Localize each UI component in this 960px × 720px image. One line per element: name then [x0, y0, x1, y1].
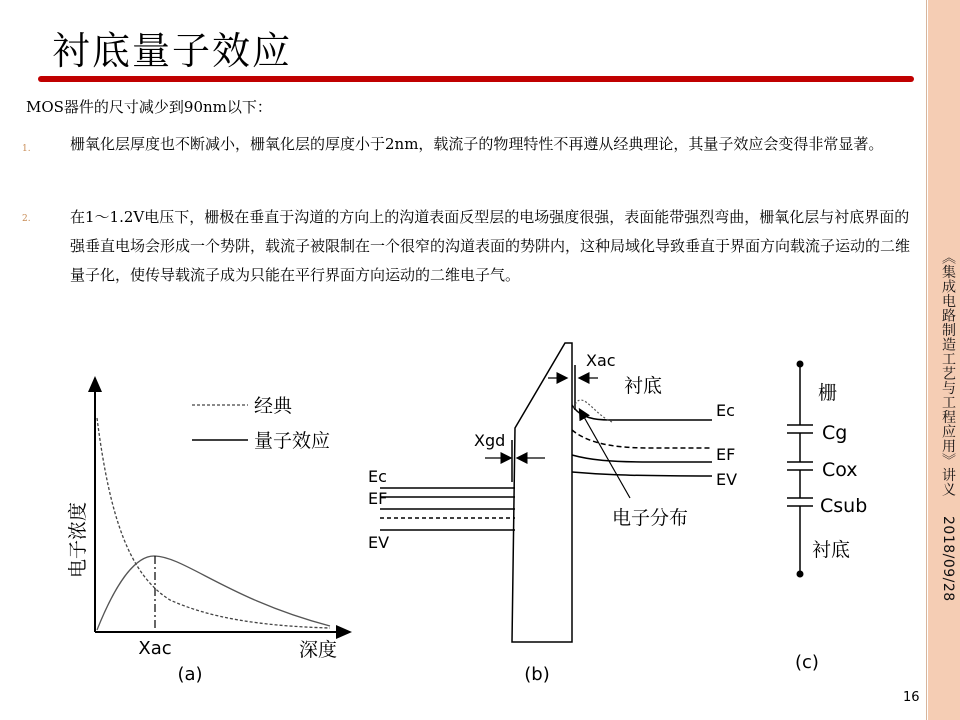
- cg-label: Cg: [822, 422, 848, 444]
- page-number: 16: [903, 690, 920, 705]
- c-caption: (c): [795, 652, 819, 673]
- a-xlabel: 深度: [298, 639, 338, 661]
- panel-b: [368, 343, 737, 685]
- b-substrate-label: 衬底: [624, 375, 663, 397]
- a-tick-xac: Xac: [138, 638, 172, 659]
- b-caption: (b): [524, 664, 550, 685]
- panel-a: [67, 376, 352, 685]
- a-ylabel: 电子浓度: [67, 501, 89, 579]
- right-ev-label: EV: [716, 470, 738, 489]
- left-ev-label: EV: [368, 533, 390, 552]
- csub-label: Csub: [820, 495, 868, 517]
- y-axis-arrow: [88, 376, 102, 392]
- distribution-arrow: [580, 410, 630, 498]
- right-ec-label: Ec: [716, 401, 735, 420]
- left-ec-label: Ec: [368, 467, 387, 486]
- right-ev-line: [572, 472, 712, 476]
- page-title: 衬底量子效应: [52, 29, 293, 73]
- distribution-label: 电子分布: [612, 507, 689, 529]
- left-ef-label: EF: [368, 489, 388, 508]
- course-name: 《集成电路制造工艺与工程应用》讲义: [940, 250, 956, 497]
- list-item-1: 栅氧化层厚度也不断减小，栅氧化层的厚度小于2nm，载流子的物理特性不再遵从经典理论，其量子效应会变得非常显著。: [70, 135, 884, 153]
- c-substrate-label: 衬底: [812, 539, 851, 561]
- legend-classic: 经典: [254, 395, 293, 417]
- x-axis-arrow: [336, 625, 352, 639]
- right-ef-line-2: [572, 455, 712, 462]
- list-item-2: 在1～1.2V电压下，栅极在垂直于沟道的方向上的沟道表面反型层的电场强度很强，表面能带强烈弯曲，栅氧化层与衬底界面的强垂直电场会形成一个势阱，载流子被限制在一个很窄的沟道表面的势阱内，这种局域化导致垂直于界面方向载流子运动的二维量子化，使传导载流子成为只能在平行界面方向运动的二维电子气。: [70, 208, 911, 284]
- panel-c: [787, 361, 867, 674]
- cox-label: Cox: [822, 459, 858, 481]
- xgd-label: Xgd: [474, 431, 506, 450]
- legend-quantum: 量子效应: [254, 430, 331, 452]
- gate-label: 栅: [818, 382, 838, 404]
- quantum-curve: [97, 556, 330, 630]
- intro-text: MOS器件的尺寸减少到90nm以下：: [26, 98, 272, 116]
- xac-label: Xac: [586, 351, 616, 370]
- a-caption: (a): [177, 664, 203, 685]
- right-ef-label: EF: [716, 445, 736, 464]
- item-number-1: 1.: [22, 144, 31, 154]
- item-number-2: 2.: [22, 214, 31, 224]
- oxide-layer: [512, 343, 572, 642]
- slide-date: 2018/09/28: [940, 516, 956, 603]
